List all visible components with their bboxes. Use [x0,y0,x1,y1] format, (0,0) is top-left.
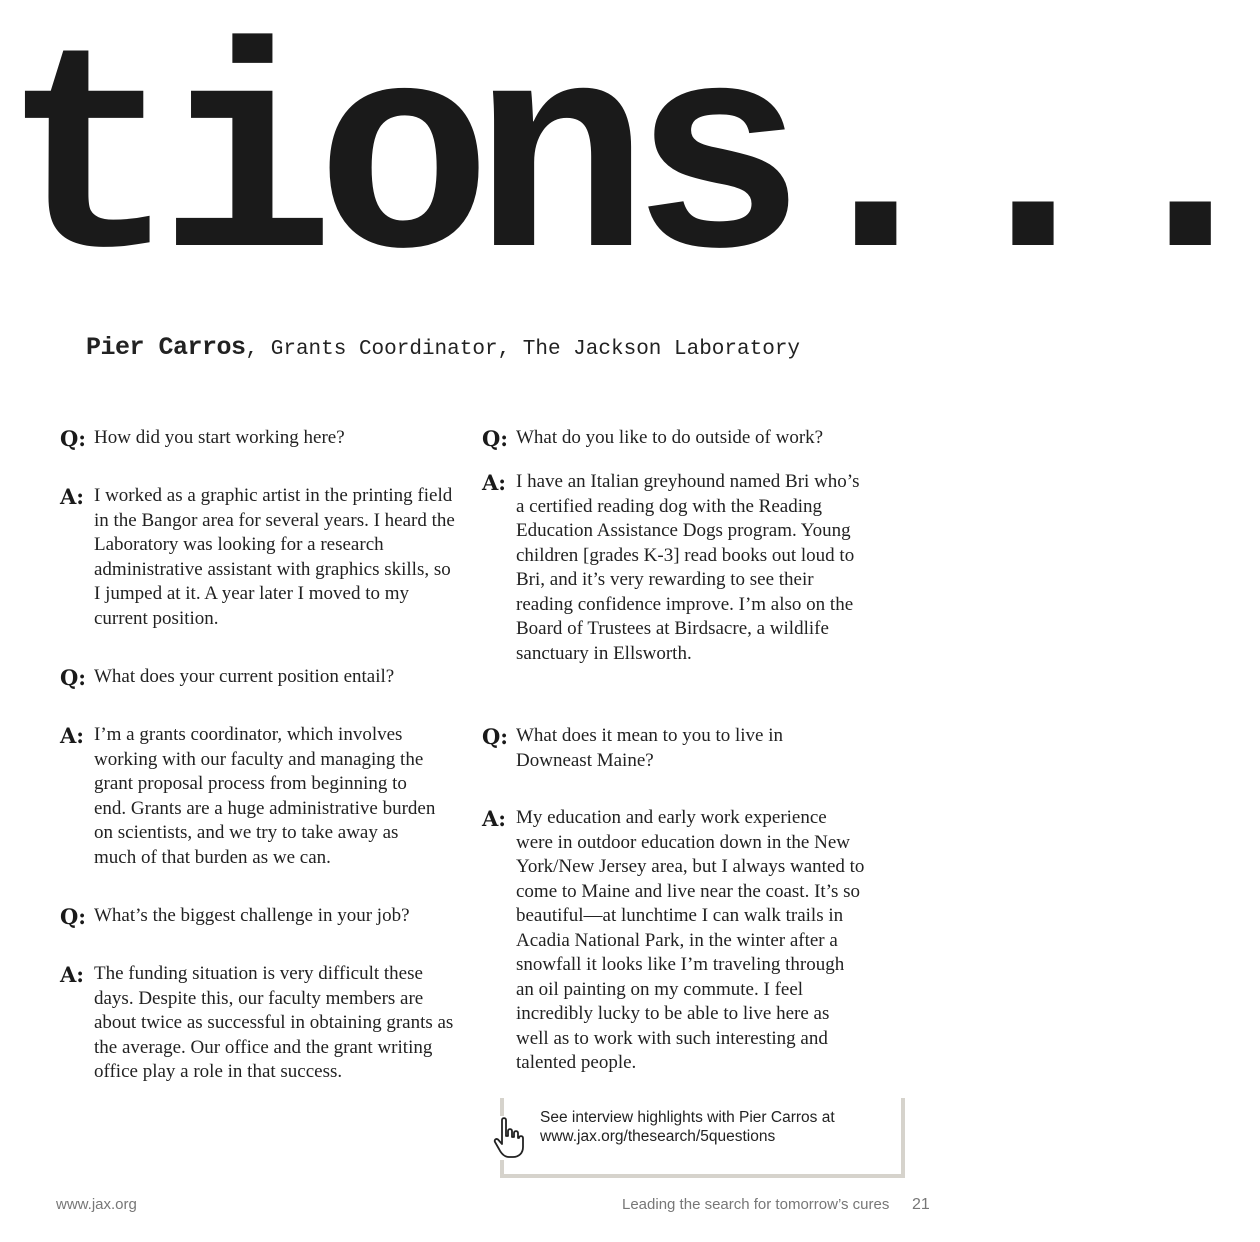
callout-line-1: See interview highlights with Pier Carros at [540,1109,835,1126]
question-text: What’s the biggest challenge in your job? [94,905,410,926]
question-marker: Q: [482,426,509,451]
answer-4 [482,470,862,666]
interview-callout [500,1098,905,1178]
answer-5 [482,806,866,1076]
question-1 [60,426,440,451]
question-4 [482,426,882,451]
answer-text: I worked as a graphic artist in the printing field in the Bangor area for several years. I heard the Laboratory was looking for a research administrative assistant with graphics skills, so I jumped at it. A year later I moved to my current position. [94,485,455,629]
footer-url[interactable]: www.jax.org [56,1196,137,1213]
callout-url[interactable]: www.jax.org/thesearch/5questions [540,1128,776,1145]
callout-border-bottom [500,1174,905,1178]
question-text: How did you start working here? [94,427,345,448]
answer-2 [60,723,440,870]
interviewee-title: , Grants Coordinator, The Jackson Laboratory [245,338,801,361]
pointing-hand-icon [492,1116,526,1160]
answer-marker: A: [482,806,507,831]
callout-text [540,1108,835,1146]
question-marker: Q: [60,904,87,929]
question-3 [60,904,460,929]
answer-text: The funding situation is very difficult these days. Despite this, our faculty members are about twice as successful in obtaining grants as the average. Our office and the grant writing office play a role in that success. [94,963,454,1082]
answer-text: I’m a grants coordinator, which involves working with our faculty and managing the grant proposal process from beginning to end. Grants are a huge administrative burden on scientists, and we try to take away as much of that burden as we can. [94,724,436,868]
answer-marker: A: [60,484,85,509]
question-text: What does it mean to you to live in Downeast Maine? [516,725,784,771]
question-text: What do you like to do outside of work? [516,427,824,448]
question-5 [482,724,822,773]
answer-marker: A: [482,470,507,495]
question-marker: Q: [60,426,87,451]
question-text: What does your current position entail? [94,666,395,687]
question-2 [60,665,440,690]
answer-marker: A: [60,962,85,987]
byline [86,333,800,362]
page-number: 21 [912,1196,930,1213]
headline: tions... [2,2,1260,333]
answer-3 [60,962,460,1085]
answer-text: I have an Italian greyhound named Bri who’s a certified reading dog with the Reading Education Assistance Dogs program. Young children [grades K-3] read books out loud to Bri, and it’s very rewarding to see their reading confidence improve. I’m also on the Board of Trustees at Birdsacre, a wildlife sanctuary in Ellsworth. [516,471,860,664]
question-marker: Q: [482,724,509,749]
callout-border-right [901,1098,905,1178]
question-marker: Q: [60,665,87,690]
interviewee-name: Pier Carros [86,333,246,362]
footer-tagline: Leading the search for tomorrow’s cures [622,1196,890,1213]
answer-text: My education and early work experience were in outdoor education down in the New York/New Jersey area, but I always wanted to come to Maine and live near the coast. It’s so beautiful—at lunchtime I can walk trails in Acadia National Park, in the winter after a snowfall it looks like I’m traveling through an oil painting on my commute. I feel incredibly lucky to be able to live here as well as to work with such interesting and talented people. [516,807,865,1073]
answer-1 [60,484,458,631]
answer-marker: A: [60,723,85,748]
